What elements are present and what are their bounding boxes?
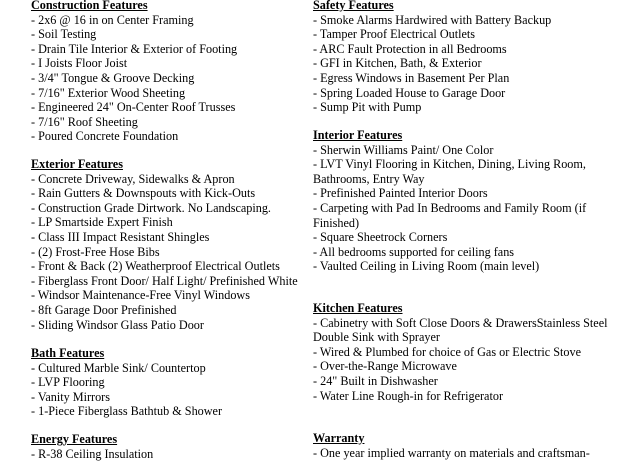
energy-features-section xyxy=(31,432,303,461)
feature-list xyxy=(313,446,633,461)
section-heading: Bath Features xyxy=(31,346,105,360)
list-item: - 1-Piece Fiberglass Bathtub & Shower xyxy=(31,404,223,419)
list-item: - LVP Flooring xyxy=(31,375,105,390)
feature-list xyxy=(313,316,633,404)
exterior-features-section xyxy=(31,157,303,332)
interior-features-section xyxy=(313,128,633,274)
list-item: - Water Line Rough-in for Refrigerator xyxy=(313,388,503,403)
feature-list xyxy=(31,361,303,419)
feature-list xyxy=(31,447,303,461)
list-item: - Wired & Plumbed for choice of Gas or Electric Stove xyxy=(313,344,582,359)
list-item: - Fiberglass Front Door/ Half Light/ Prefinished White xyxy=(31,273,298,288)
section-heading: Kitchen Features xyxy=(313,301,403,315)
feature-list xyxy=(31,13,303,144)
list-item: - 7/16" Exterior Wood Sheeting xyxy=(31,85,186,100)
list-item: - LP Smartside Expert Finish xyxy=(31,215,173,230)
list-item: - LVT Vinyl Flooring in Kitchen, Dining, Living Room, Bathrooms, Entry Way xyxy=(313,157,586,186)
list-item: - GFI in Kitchen, Bath, & Exterior xyxy=(313,56,482,71)
section-heading: Warranty xyxy=(313,431,365,445)
feature-list xyxy=(31,172,303,333)
list-item: - Spring Loaded House to Garage Door xyxy=(313,85,506,100)
list-item: - 2x6 @ 16 in on Center Framing xyxy=(31,12,194,27)
list-item: - Sherwin Williams Paint/ One Color xyxy=(313,142,494,157)
section-heading: Construction Features xyxy=(31,0,148,12)
list-item: - 7/16" Roof Sheeting xyxy=(31,114,138,129)
list-item: - Sump Pit with Pump xyxy=(313,100,422,115)
list-item: - Cultured Marble Sink/ Countertop xyxy=(31,360,206,375)
list-item: - Concrete Driveway, Sidewalks & Apron xyxy=(31,171,235,186)
section-heading: Exterior Features xyxy=(31,157,123,171)
list-item: - (2) Frost-Free Hose Bibs xyxy=(31,244,160,259)
list-item: - One year implied warranty on materials and craftsman- xyxy=(313,445,590,460)
list-item: - ARC Fault Protection in all Bedrooms xyxy=(313,41,507,56)
list-item: - Sliding Windsor Glass Patio Door xyxy=(31,317,204,332)
list-item: - Class III Impact Resistant Shingles xyxy=(31,229,210,244)
list-item: - Drain Tile Interior & Exterior of Footing xyxy=(31,41,238,56)
list-item: - Square Sheetrock Corners xyxy=(313,230,448,245)
list-item: - Vaulted Ceiling in Living Room (main level) xyxy=(313,259,540,274)
list-item: - Engineered 24" On-Center Roof Trusses xyxy=(31,100,236,115)
feature-list xyxy=(313,143,633,274)
list-item: - R-38 Ceiling Insulation xyxy=(31,446,154,461)
list-item: - Front & Back (2) Weatherproof Electrical Outlets xyxy=(31,259,280,274)
section-heading: Energy Features xyxy=(31,432,118,446)
safety-features-section xyxy=(313,0,633,115)
list-item: - Carpeting with Pad In Bedrooms and Family Room (if Finished) xyxy=(313,200,587,230)
list-item: - Poured Concrete Foundation xyxy=(31,129,179,144)
list-item: - All bedrooms supported for ceiling fans xyxy=(313,244,515,259)
list-item: - Rain Gutters & Downspouts with Kick-Outs xyxy=(31,186,256,201)
list-item: - Vanity Mirrors xyxy=(31,389,110,404)
list-item: - Egress Windows in Basement Per Plan xyxy=(313,70,510,85)
list-item: - Over-the-Range Microwave xyxy=(313,359,457,374)
kitchen-features-section xyxy=(313,301,633,403)
list-item: - 3/4" Tongue & Groove Decking xyxy=(31,70,195,85)
list-item: - Smoke Alarms Hardwired with Battery Backup xyxy=(313,12,552,27)
section-heading: Safety Features xyxy=(313,0,394,12)
feature-list xyxy=(313,13,633,115)
list-item: - 8ft Garage Door Prefinished xyxy=(31,302,177,317)
list-item: - Tamper Proof Electrical Outlets xyxy=(313,27,476,42)
list-item: - Construction Grade Dirtwork. No Landscaping. xyxy=(31,200,271,215)
list-item: - Soil Testing xyxy=(31,27,97,42)
list-item: - Prefinished Painted Interior Doors xyxy=(313,186,488,201)
warranty-section xyxy=(313,431,633,460)
bath-features-section xyxy=(31,346,303,419)
list-item: - I Joists Floor Joist xyxy=(31,56,128,71)
construction-features-section xyxy=(31,0,303,144)
list-item: - Cabinetry with Soft Close Doors & DrawersStainless Steel Double Sink with Sprayer xyxy=(313,315,608,345)
list-item: - Windsor Maintenance-Free Vinyl Windows xyxy=(31,288,250,303)
list-item: - 24" Built in Dishwasher xyxy=(313,373,438,388)
section-heading: Interior Features xyxy=(313,128,403,142)
